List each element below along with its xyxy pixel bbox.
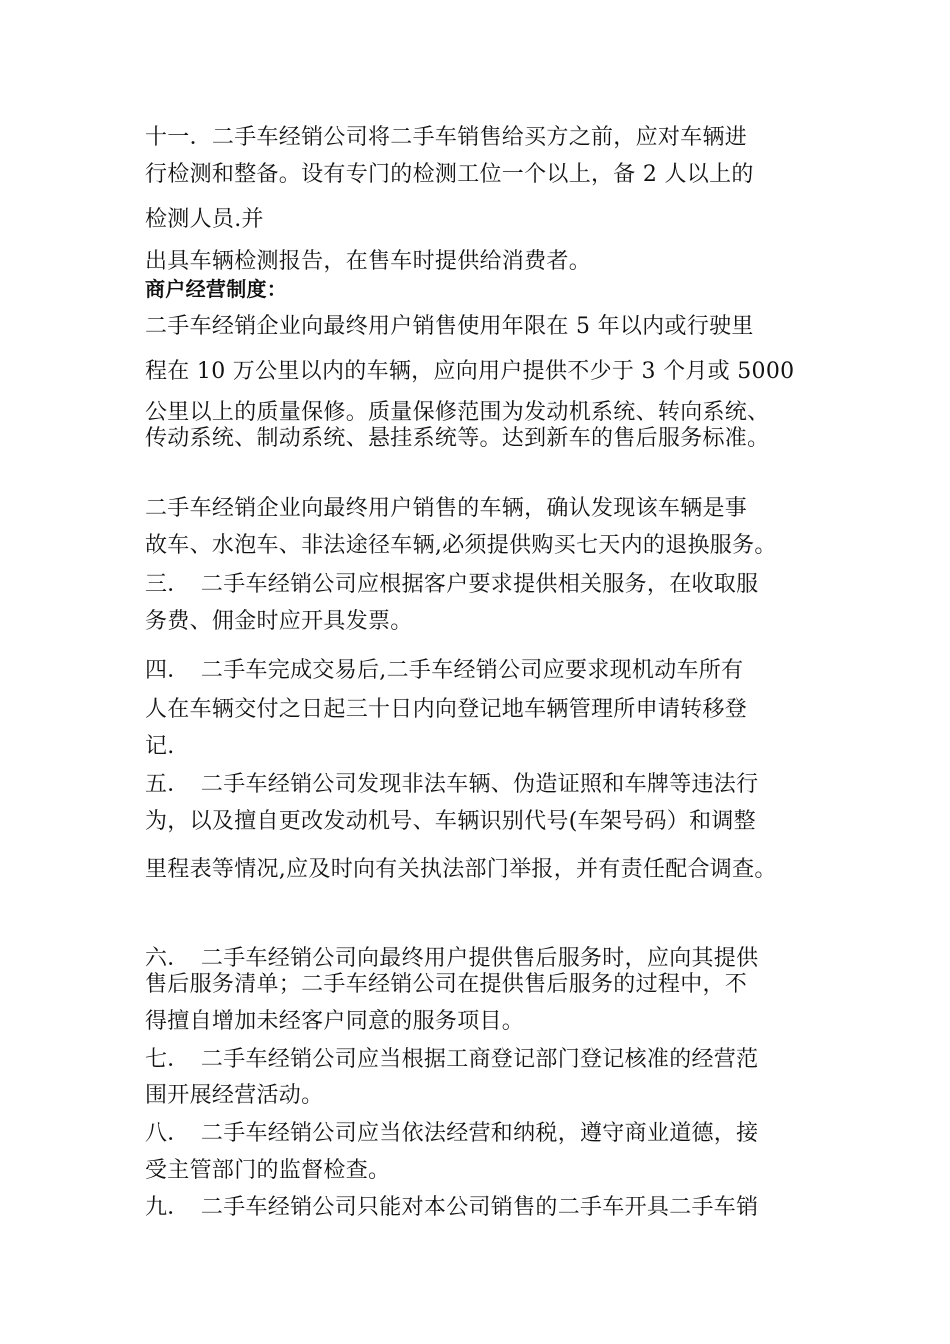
paragraph-line: 七． 二手车经销公司应当根据工商登记部门登记核准的经营范	[145, 1047, 759, 1072]
paragraph-line: 人在车辆交付之日起三十日内向登记地车辆管理所申请转移登	[145, 697, 748, 722]
paragraph-line: 十一．二手车经销公司将二手车销售给买方之前，应对车辆进	[145, 125, 748, 150]
paragraph-line: 为，以及擅自更改发动机号、车辆识别代号(车架号码）和调整	[145, 809, 756, 834]
paragraph-line: 故车、水泡车、非法途径车辆,必须提供购买七天内的退换服务。	[145, 533, 777, 558]
paragraph-line: 围开展经营活动。	[145, 1083, 324, 1108]
paragraph-line: 二手车经销企业向最终用户销售的车辆，确认发现该车辆是事	[145, 496, 748, 521]
paragraph-line: 记.	[145, 734, 175, 759]
paragraph-line: 受主管部门的监督检查。	[145, 1158, 391, 1183]
paragraph-line: 五． 二手车经销公司发现非法车辆、伪造证照和车牌等违法行	[145, 772, 759, 797]
paragraph-line: 四． 二手车完成交易后,二手车经销公司应要求现机动车所有	[145, 658, 744, 683]
paragraph-line: 公里以上的质量保修。质量保修范围为发动机系统、转向系统、	[145, 400, 770, 425]
paragraph-line: 务费、佣金时应开具发票。	[145, 609, 413, 634]
paragraph-line: 得擅自增加未经客户同意的服务项目。	[145, 1009, 525, 1034]
section-heading: 商户经营制度：	[145, 277, 288, 301]
paragraph-line: 三． 二手车经销公司应根据客户要求提供相关服务，在收取服	[145, 572, 759, 597]
paragraph-line: 出具车辆检测报告，在售车时提供给消费者。	[145, 249, 592, 274]
paragraph-line: 六． 二手车经销公司向最终用户提供售后服务时，应向其提供	[145, 946, 759, 971]
paragraph-line: 里程表等情况,应及时向有关执法部门举报，并有责任配合调查。	[145, 857, 777, 882]
paragraph-line: 售后服务清单；二手车经销公司在提供售后服务的过程中，不	[145, 972, 748, 997]
paragraph-line: 二手车经销企业向最终用户销售使用年限在 5 年以内或行驶里	[145, 314, 754, 339]
paragraph-line: 程在 10 万公里以内的车辆，应向用户提供不少于 3 个月或 5000	[145, 359, 795, 384]
paragraph-line: 八． 二手车经销公司应当依法经营和纳税，遵守商业道德，接	[145, 1121, 759, 1146]
paragraph-line: 行检测和整备。设有专门的检测工位一个以上，备 2 人以上的	[145, 162, 754, 187]
paragraph-line: 检测人员.并	[145, 207, 264, 232]
paragraph-line: 九． 二手车经销公司只能对本公司销售的二手车开具二手车销	[145, 1195, 759, 1220]
paragraph-line: 传动系统、制动系统、悬挂系统等。达到新车的售后服务标准。	[145, 426, 770, 451]
